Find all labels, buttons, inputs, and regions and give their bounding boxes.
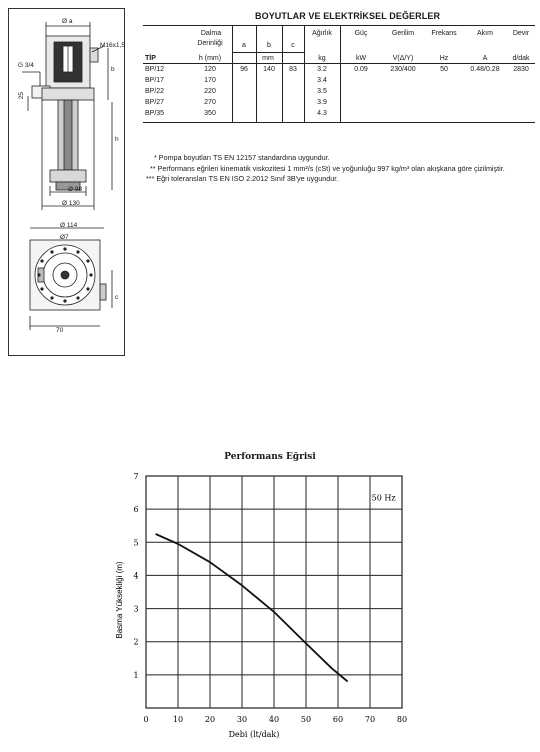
notes: [146, 153, 536, 185]
y-tick-label: 4: [133, 571, 139, 581]
series-line: [156, 534, 348, 682]
g34-label: G 3/4: [18, 62, 34, 69]
table-dims-rule: [232, 52, 304, 53]
x-tick-label: 10: [172, 715, 184, 724]
dim-7-label: Ø7: [60, 234, 69, 241]
unit-kg: kg: [318, 55, 326, 62]
y-tick-label: 3: [133, 604, 139, 614]
table-bottom-rule: [143, 122, 535, 123]
col-akim: Akım: [477, 30, 493, 37]
unit-h: h (mm): [198, 55, 222, 62]
unit-v: V(Δ/Y): [392, 55, 414, 62]
frequency-annotation: 50 Hz: [371, 493, 396, 503]
pump-drawing: [8, 8, 125, 356]
col-derinligi: Derinliği: [197, 40, 223, 47]
x-tick-label: 20: [204, 715, 216, 724]
dim-114-label: Ø 114: [60, 222, 78, 229]
dim-h-label: h: [115, 136, 119, 143]
unit-a: A: [482, 55, 488, 62]
page-title: BOYUTLAR VE ELEKTRİKSEL DEĞERLER: [255, 11, 441, 21]
x-axis-label: Debi (lt/dak): [228, 730, 280, 739]
chart-title: Performans Eğrisi: [224, 452, 316, 462]
dim-25-label: 25: [18, 92, 25, 100]
col-dalma: Dalma: [200, 30, 222, 37]
col-guc: Güç: [354, 30, 368, 37]
m16-label: M16x1,5: [100, 42, 125, 49]
col-c: c: [291, 42, 295, 49]
unit-hz: Hz: [439, 55, 449, 62]
note-1: * Pompa boyutları TS EN 12157 standardına uygundur.: [154, 153, 330, 162]
col-agirlik: Ağırlık: [312, 30, 332, 37]
y-tick-label: 1: [133, 670, 139, 680]
dim-b-label: b: [111, 66, 115, 73]
x-tick-label: 60: [332, 715, 344, 724]
note-3: *** Eğri toleransları TS EN ISO 2.2012 Sınıf 3B'ye uygundur.: [146, 174, 339, 183]
col-devir: Devir: [512, 30, 530, 37]
x-tick-label: 40: [268, 715, 280, 724]
dim-c-label: c: [115, 294, 119, 301]
y-tick-label: 5: [133, 538, 139, 548]
x-tick-label: 80: [396, 715, 408, 724]
note-2: ** Performans eğrileri kinematik viskozitesi 1 mm²/s (cSt) ve yoğunluğu 997 kg/m³ olan akışkana göre çizilmiştir.: [150, 163, 505, 173]
y-axis-label: Basma Yüksekliği (m): [115, 561, 124, 639]
x-tick-label: 70: [364, 715, 376, 724]
y-tick-label: 7: [133, 472, 139, 481]
table-top-rule: [143, 25, 535, 26]
col-gerilim: Gerilim: [391, 30, 415, 37]
unit-kw: kW: [355, 55, 367, 62]
col-a: a: [242, 42, 246, 49]
table-header-rule: [143, 63, 535, 64]
dim-70-label: 70: [56, 327, 64, 334]
unit-rpm: d/dak: [512, 55, 530, 62]
dim-98-label: Ø 98: [68, 186, 83, 193]
x-tick-label: 50: [300, 715, 312, 724]
col-tip: TİP: [145, 55, 156, 62]
performance-chart: [0, 460, 540, 750]
unit-mm: mm: [262, 55, 274, 62]
x-tick-label: 30: [236, 715, 248, 724]
col-frekans: Frekans: [431, 30, 457, 37]
y-tick-label: 6: [133, 505, 139, 515]
col-b: b: [267, 42, 271, 49]
x-tick-label: 0: [143, 715, 149, 724]
dim-130-label: Ø 130: [62, 200, 80, 207]
y-tick-label: 2: [133, 637, 139, 647]
dim-a-label: Ø a: [62, 18, 73, 25]
